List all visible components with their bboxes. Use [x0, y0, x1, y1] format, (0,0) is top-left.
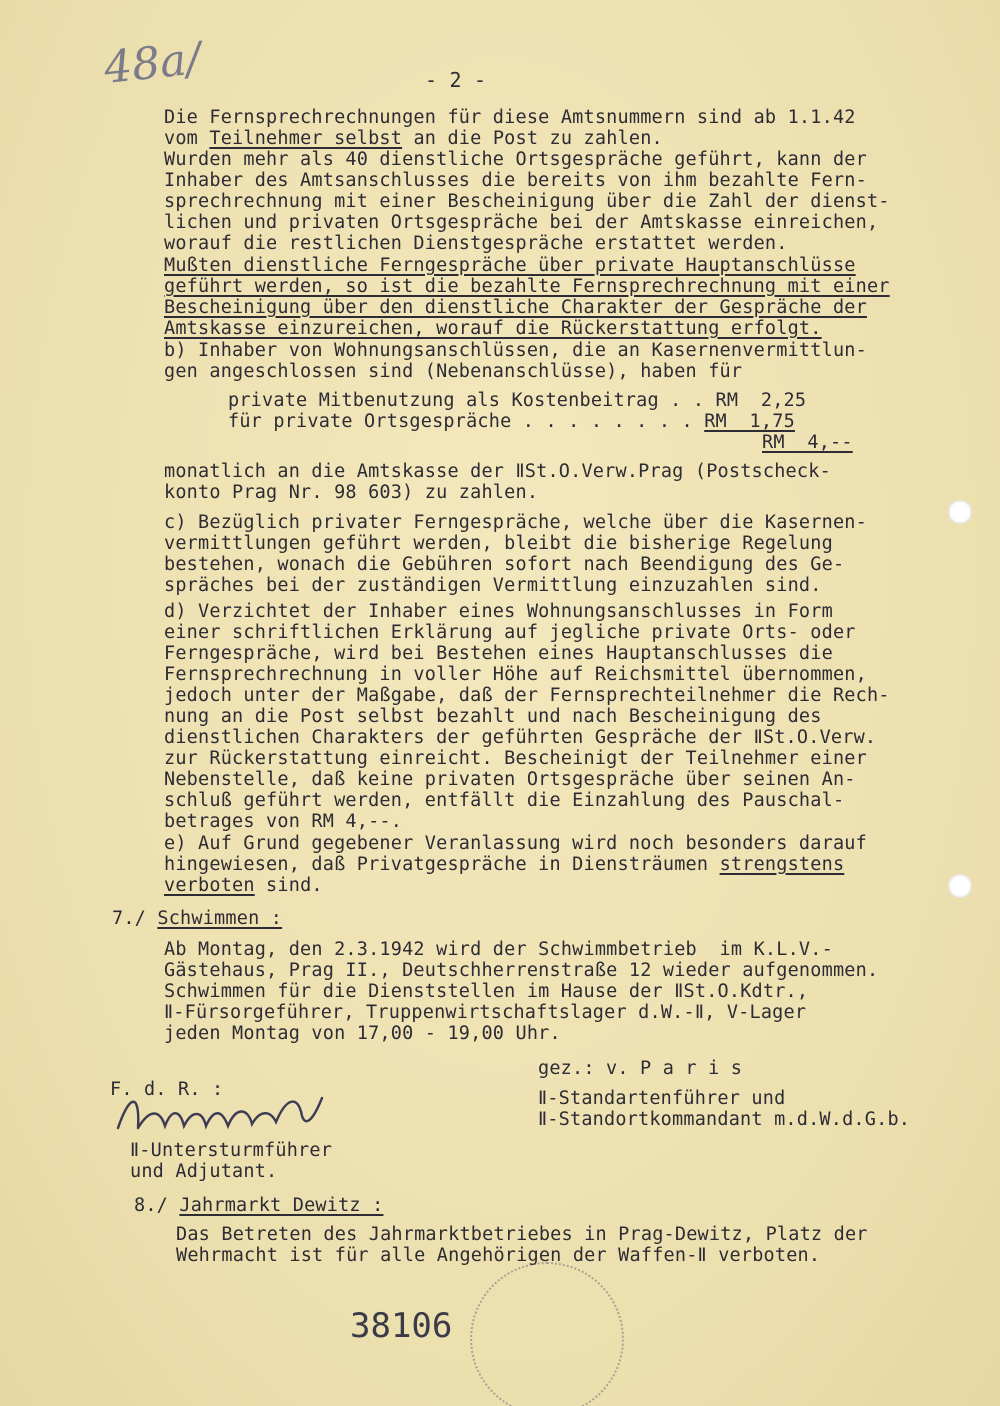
text-line	[176, 1245, 820, 1266]
underlined-text: geführt werden, so ist die bezahlte Fernsprechrechnung mit einer	[164, 276, 890, 297]
line-text: dienstlichen Charakters der geführten Gespräche der ⅡSt.O.Verw.	[164, 727, 877, 748]
line-text: Ⅱ-Standortkommandant m.d.W.d.G.b.	[538, 1109, 911, 1130]
text-line	[164, 875, 323, 896]
text-line	[164, 601, 833, 622]
line-text: Nebenstelle, daß keine privaten Ortsgespräche über seinen An-	[164, 769, 856, 790]
text-line	[164, 107, 856, 128]
text-line	[164, 727, 876, 748]
underlined-text: RM 1,75	[704, 411, 795, 432]
line-text: konto Prag Nr. 98 603) zu zahlen.	[164, 482, 539, 503]
line-text: 7./	[112, 908, 158, 929]
line-text: Wehrmacht ist für alle Angehörigen der Waffen-Ⅱ verboten.	[176, 1245, 821, 1266]
line-text: monatlich an die Amtskasse der ⅡSt.O.Verw.Prag (Postscheck-	[164, 461, 831, 482]
line-text: private Mitbenutzung als Kostenbeitrag . . RM 2,25	[228, 390, 807, 411]
line-text: 8./	[134, 1195, 180, 1216]
stamp-seal	[470, 1262, 624, 1406]
line-text: Das Betreten des Jahrmarktbetriebes in Prag-Dewitz, Platz der	[176, 1224, 868, 1245]
text-line	[164, 297, 867, 318]
line-text: Die Fernsprechrechnungen für diese Amtsnummern sind ab 1.1.42	[164, 107, 856, 128]
line-text: an die Post zu zahlen.	[402, 128, 663, 149]
line-text: F. d. R. :	[110, 1079, 224, 1100]
underlined-text: Mußten dienstliche Ferngespräche über private Hauptanschlüsse	[164, 255, 856, 276]
text-line	[164, 482, 538, 503]
line-text: betrages von RM 4,--.	[164, 811, 403, 832]
line-text: einer schriftlichen Erklärung auf jegliche private Orts- oder	[164, 622, 856, 643]
handwritten-signature	[110, 1088, 340, 1148]
text-line	[164, 664, 867, 685]
line-text: vermittlungen geführt werden, bleibt die bisherige Regelung	[164, 533, 833, 554]
text-line	[538, 1088, 785, 1109]
underlined-text: RM 4,--	[762, 432, 853, 453]
text-line	[164, 318, 822, 339]
line-text: Inhaber des Amtsanschlusses die bereits von ihm bezahlte Fern-	[164, 170, 867, 191]
text-line	[164, 340, 867, 361]
line-text: jedoch unter der Maßgabe, daß der Fernsprechteilnehmer die Rech-	[164, 685, 890, 706]
text-line	[164, 1023, 561, 1044]
underlined-text: Jahrmarkt Dewitz :	[179, 1195, 384, 1216]
line-text: b) Inhaber von Wohnungsanschlüssen, die an Kasernenvermittlun-	[164, 340, 867, 361]
line-text: gen angeschlossen sind (Nebenanschlüsse), haben für	[164, 361, 743, 382]
line-text: und Adjutant.	[130, 1161, 278, 1182]
text-line	[164, 622, 856, 643]
text-line	[164, 833, 867, 854]
text-line	[164, 706, 822, 727]
text-line	[134, 1195, 383, 1216]
punch-hole	[948, 500, 972, 524]
text-line	[538, 1058, 742, 1079]
underlined-text: Schwimmen :	[157, 908, 283, 929]
text-line	[164, 554, 844, 575]
line-text: gez.: v. P a r i s	[538, 1058, 743, 1079]
text-line	[164, 128, 663, 149]
underlined-text: strengstens	[719, 854, 845, 875]
text-line	[164, 255, 856, 276]
text-line	[176, 1224, 868, 1245]
line-text: worauf die restlichen Dienstgespräche erstattet werden.	[164, 233, 788, 254]
underlined-text: Teilnehmer selbst	[209, 128, 403, 149]
text-line	[164, 170, 867, 191]
text-line	[164, 854, 844, 875]
text-line	[164, 191, 890, 212]
text-line	[164, 361, 742, 382]
line-text: Gästehaus, Prag II., Deutschherrenstraße 12 wieder aufgenommen.	[164, 960, 879, 981]
line-text: zur Rückerstattung einreicht. Bescheinigt der Teilnehmer einer	[164, 748, 867, 769]
line-text: jeden Montag von 17,00 - 19,00 Uhr.	[164, 1023, 561, 1044]
punch-hole	[948, 874, 972, 898]
text-line	[164, 1002, 806, 1023]
page-number: - 2 -	[425, 68, 487, 92]
line-text: Ⅱ-Standartenführer und	[538, 1088, 786, 1109]
text-line	[762, 432, 853, 453]
archive-number: 38106	[350, 1306, 453, 1346]
line-text: c) Bezüglich privater Ferngespräche, welche über die Kasernen-	[164, 512, 867, 533]
line-text: d) Verzichtet der Inhaber eines Wohnungsanschlusses in Form	[164, 601, 833, 622]
line-text: Ⅱ-Fürsorgeführer, Truppenwirtschaftslager d.W.-Ⅱ, V-Lager	[164, 1002, 807, 1023]
text-line	[164, 643, 833, 664]
text-line	[164, 533, 833, 554]
text-line	[164, 960, 878, 981]
line-text: sprechrechnung mit einer Bescheinigung über die Zahl der dienst-	[164, 191, 890, 212]
line-text: Ab Montag, den 2.3.1942 wird der Schwimmbetrieb im K.L.V.-	[164, 939, 833, 960]
line-text: spräches bei der zuständigen Vermittlung einzuzahlen sind.	[164, 575, 822, 596]
line-text: nung an die Post selbst bezahlt und nach Bescheinigung des	[164, 706, 822, 727]
line-text: vom	[164, 128, 210, 149]
text-line	[164, 811, 402, 832]
text-line	[228, 411, 795, 432]
line-text: Wurden mehr als 40 dienstliche Ortsgespräche geführt, kann der	[164, 149, 867, 170]
underlined-text: Bescheinigung über den dienstliche Charakter der Gespräche der	[164, 297, 867, 318]
line-text: Schwimmen für die Dienststellen im Hause der ⅡSt.O.Kdtr.,	[164, 981, 809, 1002]
text-line	[164, 769, 856, 790]
line-text: für private Ortsgespräche . . . . . . . .	[228, 411, 705, 432]
text-line	[164, 748, 867, 769]
text-line	[164, 149, 867, 170]
text-line	[164, 981, 808, 1002]
line-text: e) Auf Grund gegebener Veranlassung wird noch besonders darauf	[164, 833, 867, 854]
text-line	[164, 212, 878, 233]
line-text: Fernsprechrechnung in voller Höhe auf Reichsmittel übernommen,	[164, 664, 867, 685]
text-line	[164, 512, 867, 533]
text-line	[538, 1109, 910, 1130]
text-line	[130, 1161, 277, 1182]
underlined-text: Amtskasse einzureichen, worauf die Rückerstattung erfolgt.	[164, 318, 822, 339]
line-text: schluß geführt werden, entfällt die Einzahlung des Pauschal-	[164, 790, 845, 811]
text-line	[164, 276, 890, 297]
line-text: lichen und privaten Ortsgespräche bei der Amtskasse einreichen,	[164, 212, 879, 233]
line-text: Ⅱ-Untersturmführer	[130, 1140, 333, 1161]
text-line	[112, 908, 282, 929]
line-text: bestehen, wonach die Gebühren sofort nach Beendigung des Ge-	[164, 554, 845, 575]
text-line	[164, 685, 890, 706]
underlined-text: verboten	[164, 875, 255, 896]
handwritten-annotation: 48a/	[101, 33, 204, 94]
text-line	[164, 575, 822, 596]
line-text: hingewiesen, daß Privatgespräche in Diensträumen	[164, 854, 720, 875]
text-line	[228, 390, 806, 411]
text-line	[164, 461, 831, 482]
text-line	[164, 790, 844, 811]
text-line	[164, 939, 833, 960]
line-text: Ferngespräche, wird bei Bestehen eines Hauptanschlusses die	[164, 643, 833, 664]
text-line	[164, 233, 788, 254]
line-text: sind.	[254, 875, 323, 896]
